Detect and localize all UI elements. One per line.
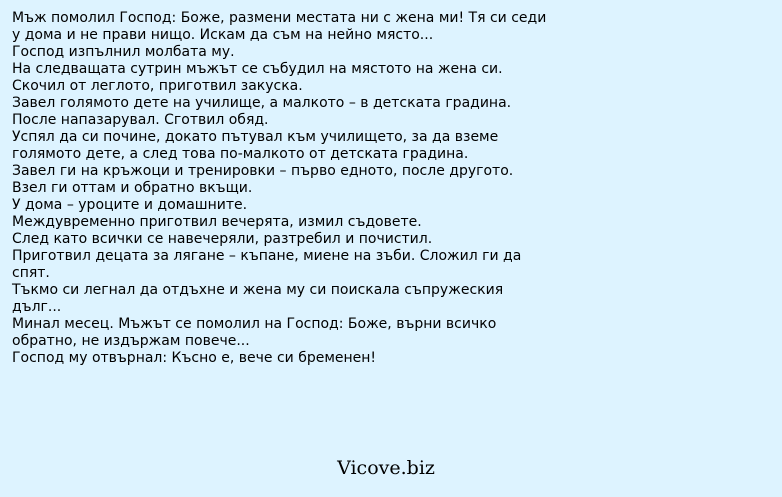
- joke-line: У дома – уроците и домашните.: [12, 197, 248, 213]
- joke-line: Тъкмо си легнал да отдъхне и жена му си поискала съпружеския: [12, 282, 504, 298]
- joke-line: После напазарувал. Сготвил обяд.: [12, 112, 269, 128]
- joke-text: [12, 10, 572, 367]
- joke-line: На следващата сутрин мъжът се събудил на мястото на жена си.: [12, 61, 503, 77]
- joke-line: Междувременно приготвил вечерята, измил съдовете.: [12, 214, 422, 230]
- joke-line: Завел голямото дете на училище, а малкото – в детската градина.: [12, 95, 512, 111]
- joke-line: Завел ги на кръжоци и тренировки – първо едното, после другото.: [12, 163, 514, 179]
- joke-line: у дома и не прави нищо. Искам да съм на нейно място...: [12, 27, 434, 43]
- joke-line: спят.: [12, 265, 50, 281]
- joke-line: дълг...: [12, 299, 62, 315]
- joke-line: Скочил от леглото, приготвил закуска.: [12, 78, 303, 94]
- site-watermark: Vicove.biz: [337, 457, 435, 479]
- joke-line: Господ му отвърнал: Късно е, вече си бременен!: [12, 350, 377, 366]
- joke-line: След като всички се навечеряли, разтребил и почистил.: [12, 231, 433, 247]
- joke-line: Успял да си почине, докато пътувал към училището, за да вземе: [12, 129, 499, 145]
- joke-line: обратно, не издържам повече...: [12, 333, 250, 349]
- joke-line: Приготвил децата за лягане – къпане, миене на зъби. Сложил ги да: [12, 248, 522, 264]
- joke-line: Взел ги оттам и обратно вкъщи.: [12, 180, 253, 196]
- joke-line: Мъж помолил Господ: Боже, размени местата ни с жена ми! Тя си седи: [12, 10, 547, 26]
- joke-line: Минал месец. Мъжът се помолил на Господ: Боже, върни всичко: [12, 316, 497, 332]
- joke-line: Господ изпълнил молбата му.: [12, 44, 235, 60]
- joke-line: голямото дете, а след това по-малкото от детската градина.: [12, 146, 469, 162]
